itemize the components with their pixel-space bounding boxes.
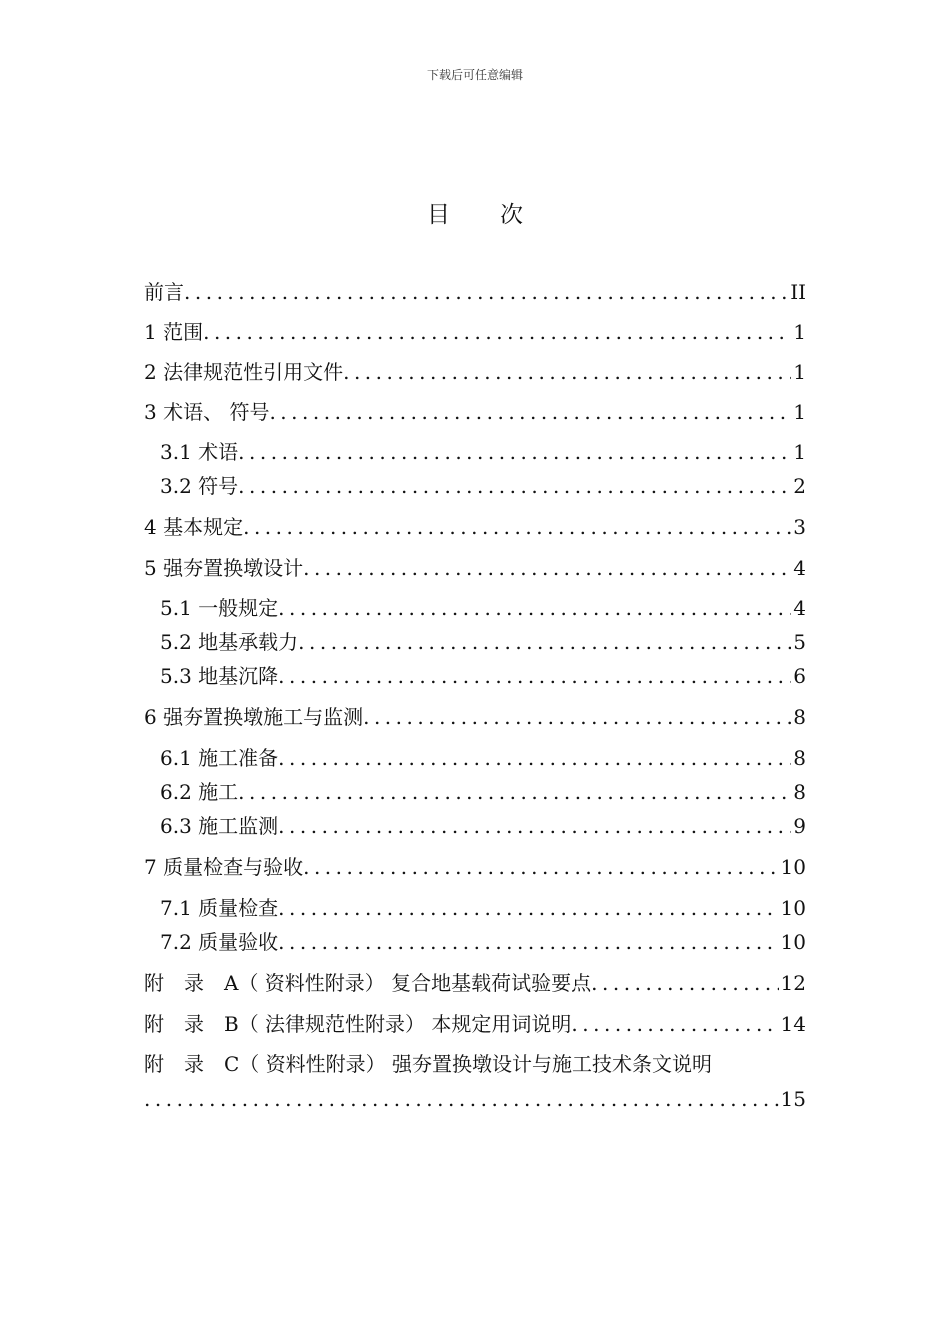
dot-leader — [303, 554, 791, 582]
toc-entry-page: 1 — [793, 360, 806, 384]
toc-entry-6-3[interactable] — [160, 812, 806, 840]
toc-entry-label: 7.2 质量验收 — [160, 930, 279, 954]
toc-entry-label: 5.1 一般规定 — [160, 596, 279, 620]
toc-title — [0, 196, 950, 229]
toc-entry-3-1[interactable] — [160, 438, 806, 466]
dot-leader — [238, 778, 791, 806]
dot-leader — [278, 928, 778, 956]
dot-leader — [343, 358, 791, 386]
dot-leader — [278, 812, 791, 840]
toc-entry-6[interactable] — [144, 703, 806, 731]
dot-leader — [269, 398, 791, 426]
toc-entry-label: 3.1 术语 — [160, 440, 239, 464]
toc-entry-3[interactable] — [144, 398, 806, 426]
dot-leader — [144, 1085, 779, 1113]
toc-entry-1[interactable] — [144, 318, 806, 346]
dot-leader — [278, 662, 791, 690]
toc-entry-label: 3.2 符号 — [160, 474, 239, 498]
dot-leader — [298, 628, 791, 656]
toc-entry-6-2[interactable] — [160, 778, 806, 806]
toc-entry-page: 8 — [793, 746, 806, 770]
toc-entry-appendix-a[interactable] — [144, 969, 806, 997]
dot-leader — [278, 594, 791, 622]
toc-entry-appendix-c[interactable] — [144, 1050, 806, 1078]
toc-entry-label: 6.2 施工 — [160, 780, 239, 804]
toc-entry-page: 8 — [793, 780, 806, 804]
toc-entry-page: 14 — [780, 1012, 806, 1036]
toc-entry-page: 10 — [780, 930, 806, 954]
toc-entry-4[interactable] — [144, 513, 806, 541]
toc-entry-page: 3 — [793, 515, 806, 539]
dot-leader — [184, 278, 788, 306]
toc-entry-2[interactable] — [144, 358, 806, 386]
toc-entry-7-1[interactable] — [160, 894, 806, 922]
toc-entry-label: 5 强夯置换墩设计 — [144, 556, 304, 580]
dot-leader — [278, 744, 791, 772]
toc-entry-6-1[interactable] — [160, 744, 806, 772]
toc-entry-label: 2 法律规范性引用文件 — [144, 360, 344, 384]
toc-entry-appendix-c-continuation[interactable] — [144, 1085, 806, 1113]
toc-entry-label: 附 录 C（ 资料性附录） 强夯置换墩设计与施工技术条文说明 — [144, 1052, 713, 1076]
dot-leader — [363, 703, 791, 731]
toc-entry-7-2[interactable] — [160, 928, 806, 956]
header-note: 下载后可任意编辑 — [426, 68, 523, 82]
toc-title-right: 次 — [500, 202, 523, 228]
dot-leader — [238, 472, 791, 500]
dot-leader — [571, 1010, 778, 1038]
toc-entry-label: 4 基本规定 — [144, 515, 244, 539]
toc-entry-label: 6.3 施工监测 — [160, 814, 279, 838]
toc-title-left: 目 — [427, 202, 450, 228]
toc-entry-page: II — [790, 280, 806, 304]
toc-entry-appendix-b[interactable] — [144, 1010, 806, 1038]
toc-entry-label: 1 范围 — [144, 320, 204, 344]
toc-entry-page: 10 — [780, 855, 806, 879]
toc-entry-page: 5 — [793, 630, 806, 654]
toc-entry-page: 8 — [793, 705, 806, 729]
toc-entry-5-3[interactable] — [160, 662, 806, 690]
toc-entry-label: 7 质量检查与验收 — [144, 855, 304, 879]
toc-entry-page: 15 — [780, 1087, 806, 1111]
toc-entry-7[interactable] — [144, 853, 806, 881]
toc-entry-page: 12 — [780, 971, 806, 995]
toc-entry-page: 6 — [793, 664, 806, 688]
toc-entry-page: 4 — [793, 596, 806, 620]
toc-entry-5[interactable] — [144, 554, 806, 582]
toc-entry-label: 附 录 A（ 资料性附录） 复合地基载荷试验要点 — [144, 971, 592, 995]
toc-entry-label: 3 术语、 符号 — [144, 400, 270, 424]
toc-entry-page: 4 — [793, 556, 806, 580]
dot-leader — [278, 894, 778, 922]
toc-entry-label: 6.1 施工准备 — [160, 746, 279, 770]
toc-entry-label: 7.1 质量检查 — [160, 896, 279, 920]
toc-entry-foreword[interactable] — [144, 278, 806, 306]
dot-leader — [303, 853, 778, 881]
dot-leader — [238, 438, 791, 466]
toc-entry-5-1[interactable] — [160, 594, 806, 622]
toc-entry-5-2[interactable] — [160, 628, 806, 656]
toc-entry-page: 1 — [793, 320, 806, 344]
dot-leader — [243, 513, 791, 541]
toc-entry-page: 1 — [793, 400, 806, 424]
toc-entry-3-2[interactable] — [160, 472, 806, 500]
toc-entry-page: 10 — [780, 896, 806, 920]
dot-leader — [591, 969, 778, 997]
toc-entry-label: 5.3 地基沉降 — [160, 664, 279, 688]
toc-entry-page: 1 — [793, 440, 806, 464]
toc-entry-page: 2 — [793, 474, 806, 498]
dot-leader — [203, 318, 791, 346]
toc-entry-label: 前言 — [144, 280, 184, 304]
toc-entry-label: 6 强夯置换墩施工与监测 — [144, 705, 364, 729]
toc-entry-page: 9 — [793, 814, 806, 838]
toc-entry-label: 附 录 B（ 法律规范性附录） 本规定用词说明 — [144, 1012, 572, 1036]
toc-entry-label: 5.2 地基承载力 — [160, 630, 299, 654]
